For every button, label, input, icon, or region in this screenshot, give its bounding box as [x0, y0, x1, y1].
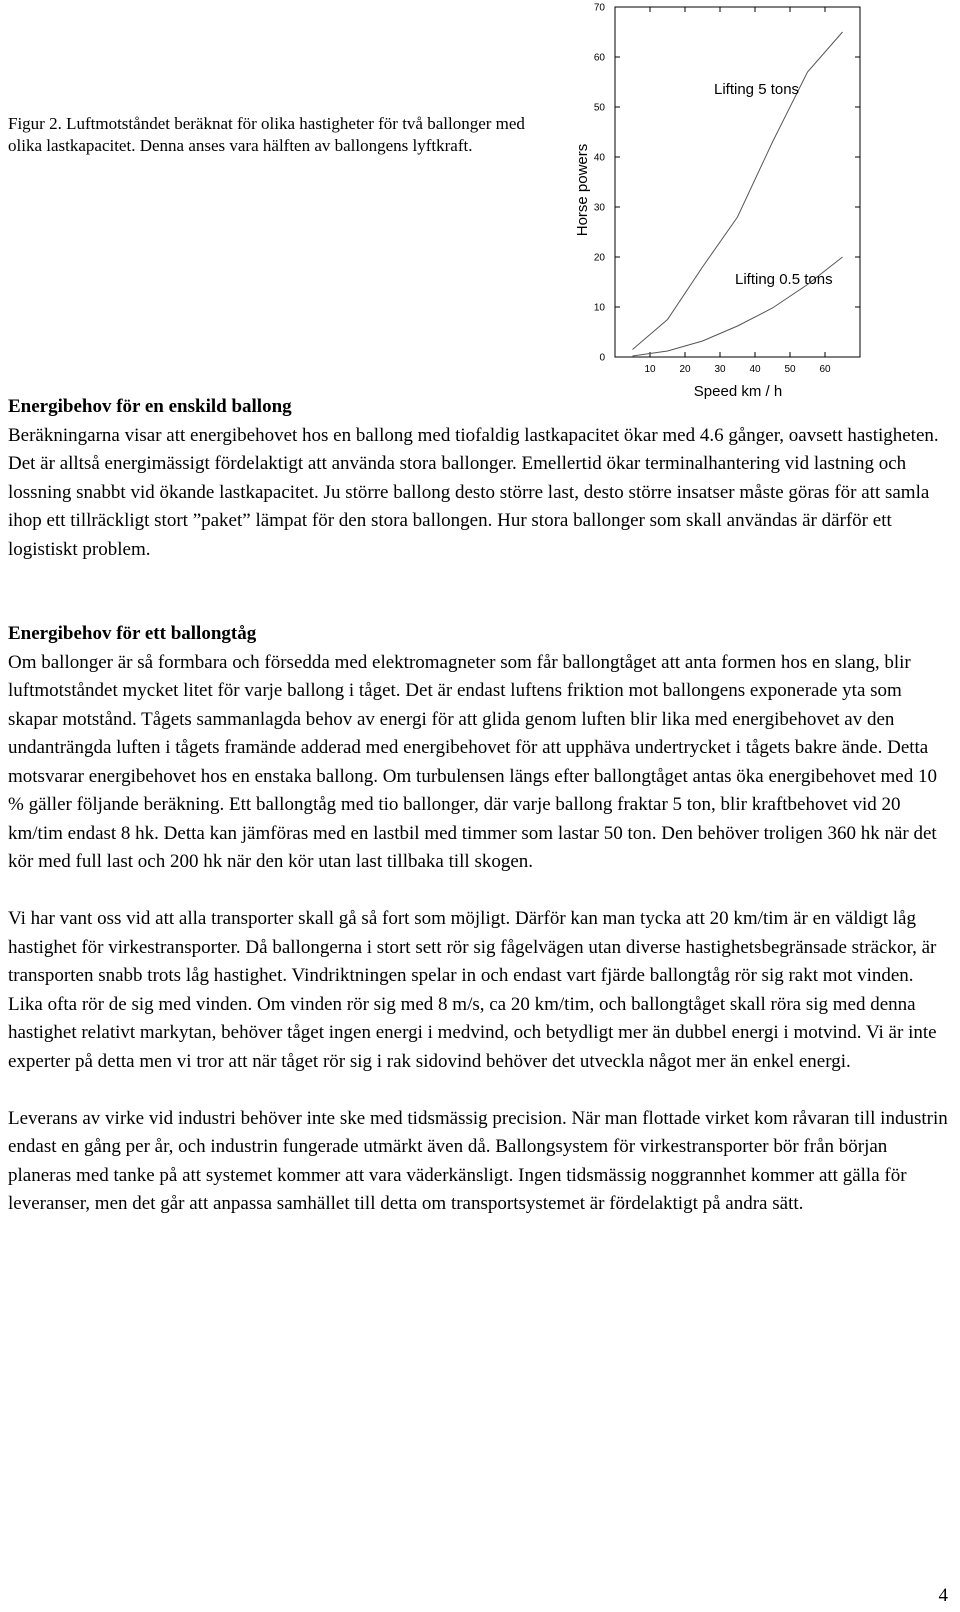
x-tick-label: 10 — [644, 364, 656, 375]
y-tick-label: 30 — [593, 202, 605, 214]
y-tick-label: 20 — [593, 252, 605, 264]
plot-frame — [615, 7, 860, 357]
paragraph-balloon-train-1: Om ballonger är så formbara och försedda med elektromagneter som får ballongtåget att anta formen hos en slang, blir luftmotståndet mycket litet för varje ballong i tåget. Det är endast luftens friktion mot ballongens exponerade yta som skapar motstånd. Tågets sammanlagda behov av energi för att glida genom luften blir lika med energibehovet av den undanträngda luften i tågets framände adderad med energibehovet för att upphäva undertrycket i tågets bakre ände. Detta motsvarar energibehovet hos en enstaka ballong. Om turbulensen längs efter ballongtåget antas öka energibehovet med 10 % gäller följande beräkning. Ett ballongtåg med tio ballonger, där varje ballong fraktar 5 ton, blir kraftbehovet vid 20 km/tim endast 8 hk. Detta kan jämföras med en lastbil med timmer som lastar 50 ton. Den behöver troligen 360 hk när det kör med full last och 200 hk när den kör utan last tillbaka till skogen. — [8, 651, 937, 872]
y-tick-label: 40 — [593, 152, 605, 164]
y-tick-label: 50 — [593, 102, 605, 114]
x-axis-title: Speed km / h — [693, 383, 783, 400]
y-tick-label: 60 — [593, 52, 605, 64]
paragraph-balloon-train-3: Leverans av virke vid industri behöver inte ske med tidsmässig precision. När man flottade virket kom råvaran till industrin endast en gång per år, och industrin fungerade utmärkt även då. Ballongsystem för virkestransporter bör från början planeras med tanke på att systemet kommer att vara väderkänsligt. Ingen tidsmässig noggrannhet kommer att gälla för leveranser, men det går att anpassa samhället till detta om transportsystemet är fördelaktigt på andra sätt. — [8, 1107, 948, 1214]
heading-single-balloon: Energibehov för en enskild ballong — [8, 396, 292, 417]
page-number: 4 — [938, 1585, 948, 1606]
x-tick-label: 40 — [749, 364, 761, 375]
x-tick-label: 30 — [714, 364, 726, 375]
paragraph-balloon-train-2: Vi har vant oss vid att alla transporter skall gå så fort som möjligt. Därför kan man tycka att 20 km/tim är en väldigt låg hastighet för virkestransporter. Då ballongerna i stort sett rör sig fågelvägen utan diverse hastighetsbegränsade sträckor, är transporten snabb trots låg hastighet. Vindriktningen spelar in och endast vart fjärde ballongtåg rör sig rakt mot vinden. Lika ofta rör de sig med vinden. Om vinden rör sig med 8 m/s, ca 20 km/tim, och ballongtåget skall röra sig med denna hastighet relativt markytan, behöver tåget ingen energi i medvind, och betydligt mer än dubbel energi i motvind. Vi är inte experter på detta men vi tror att när tåget rör sig i rak sidovind behöver det utveckla något mer än enkel energi. — [8, 908, 937, 1072]
y-axis-ticks — [594, 3, 860, 364]
y-tick-label: 70 — [593, 2, 605, 14]
power-speed-chart — [560, 0, 890, 405]
series-label-5-tons: Lifting 5 tons — [714, 81, 800, 98]
x-tick-label: 60 — [819, 364, 831, 375]
y-axis-title: Horse powers — [574, 143, 591, 237]
section-single-balloon — [8, 393, 953, 564]
figure-caption: Figur 2. Luftmotståndet beräknat för olika hastigheter för två ballonger med olika lastkapacitet. Denna anses vara hälften av ballongens lyftkraft. — [8, 114, 525, 155]
heading-balloon-train: Energibehov för ett ballongtåg — [8, 623, 257, 644]
section-balloon-train — [8, 620, 953, 1219]
x-tick-label: 20 — [679, 364, 691, 375]
paragraph-single-balloon: Beräkningarna visar att energibehovet hos en ballong med tiofaldig lastkapacitet ökar med 4.6 gånger, oavsett hastigheten. Det är alltså energimässigt fördelaktigt att använda stora ballonger. Emellertid ökar terminalhantering vid lastning och lossning snabbt vid ökande lastkapacitet. Ju större ballong desto större last, desto större insatser måste göras för att samla ihop ett tillräckligt stort ”paket” lämpat för den stora ballongen. Hur stora ballonger som skall användas är därför ett logistiskt problem. — [8, 424, 939, 560]
x-tick-label: 50 — [784, 364, 796, 375]
x-axis-ticks — [644, 7, 831, 375]
y-tick-label: 0 — [599, 352, 605, 364]
series-label-0-5-tons: Lifting 0.5 tons — [735, 271, 833, 288]
y-tick-label: 10 — [593, 302, 605, 314]
series-line-0 — [633, 32, 843, 350]
